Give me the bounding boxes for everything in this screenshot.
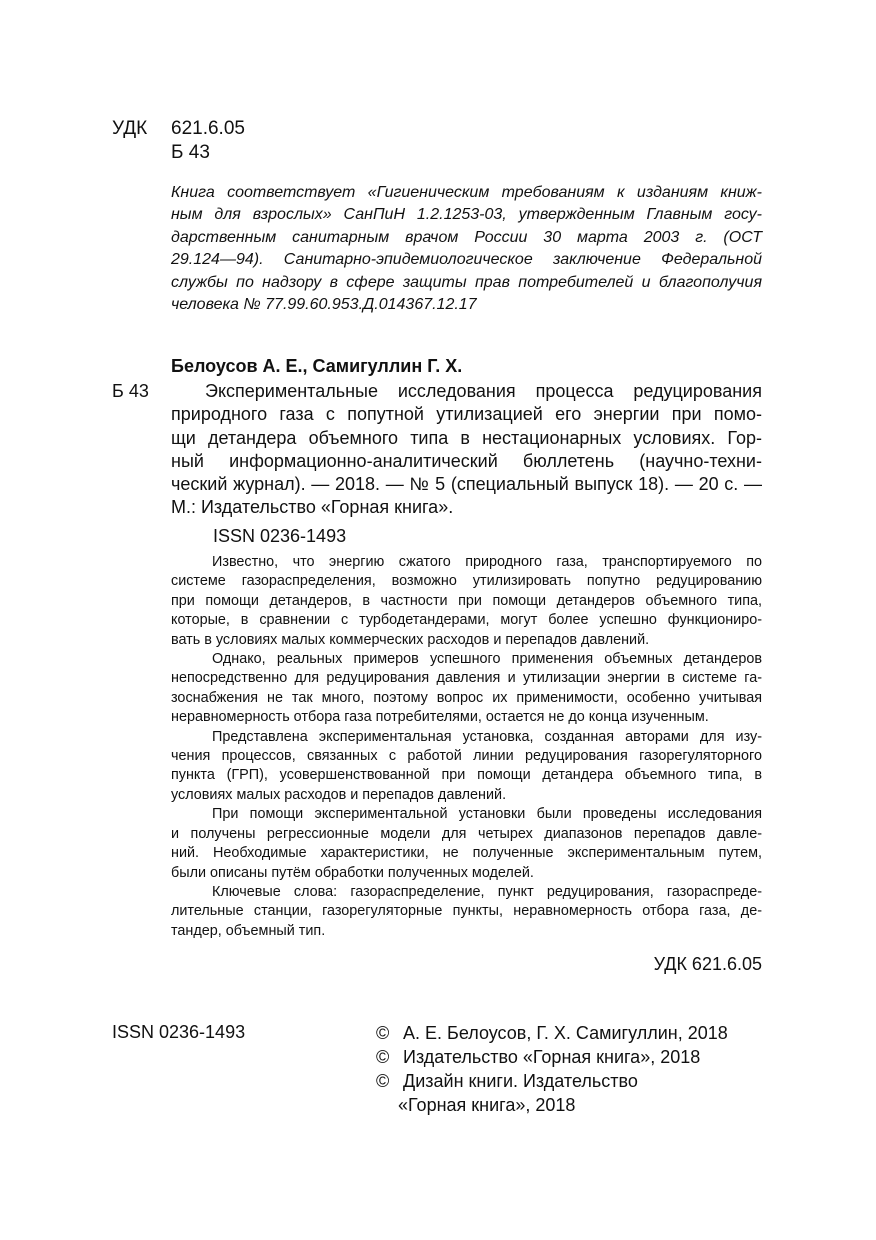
bib-line: природного газа с попутной утилизацией его энергии при помо-	[171, 404, 762, 425]
notice-line: ным для взрослых» СанПиН 1.2.1253-03, утвержденным Главным госу-	[171, 206, 762, 224]
abstract-line: были описаны путём обработки полученных моделей.	[171, 864, 534, 881]
classification-codes	[171, 117, 245, 165]
udk-code: 621.6.05	[171, 118, 245, 139]
hygiene-notice	[171, 182, 762, 316]
abstract-line: Известно, что энергию сжатого природного газа, транспортируемого по	[212, 554, 762, 570]
udk-label: УДК	[112, 118, 148, 139]
copyright-icon: ©	[376, 1071, 390, 1091]
abstract	[171, 553, 762, 941]
abstract-line: пункта (ГРП), усовершенствованной при помощи детандера объемного типа, в	[171, 767, 762, 784]
abstract-line: зоснабжения не так много, поэтому вопрос их применимости, особенно учитывая	[171, 689, 762, 706]
copyright-block	[376, 1021, 728, 1117]
abstract-line: вать в условиях малых коммерческих расходов и перепадов давлений.	[171, 631, 650, 648]
copyright-publisher	[376, 1045, 728, 1069]
udk-bottom: УДК 621.6.05	[653, 954, 762, 974]
copyright-icon: ©	[376, 1023, 390, 1043]
bbk-code: Б 43	[171, 142, 210, 163]
notice-line: службы по надзору в сфере защиты прав потребителей и благополучия	[171, 273, 762, 291]
bib-line: щи детандера объемного типа в нестационарных условиях. Гор-	[171, 427, 762, 448]
keywords-line: Ключевые слова: газораспределение, пункт редуцирования, газораспреде-	[212, 883, 762, 900]
keywords-line: тандер, объемный тип.	[171, 922, 326, 939]
copyright-design	[376, 1069, 728, 1093]
copyright-text: А. Е. Белоусов, Г. Х. Самигуллин, 2018	[403, 1023, 728, 1043]
abstract-line: и получены регрессионные модели для четырех диапазонов перепадов давле-	[171, 825, 762, 842]
notice-line: Книга соответствует «Гигиеническим требованиям к изданиям книж-	[171, 184, 762, 201]
authors: Белоусов А. Е., Самигуллин Г. Х.	[171, 356, 463, 376]
abstract-line: При помощи экспериментальной установки были проведены исследования	[212, 806, 762, 823]
copyright-authors	[376, 1021, 728, 1045]
bibliographic-description	[171, 380, 762, 520]
bib-line: М.: Издательство «Горная книга».	[171, 497, 454, 518]
copyright-text: Издательство «Горная книга», 2018	[403, 1047, 701, 1067]
abstract-line: условиях малых расходов и перепадов давлений.	[171, 786, 507, 803]
bib-code: Б 43	[112, 381, 149, 401]
abstract-line: при помощи детандеров, в частности при помощи детандеров объемного типа,	[171, 592, 762, 609]
issn-bottom: ISSN 0236-1493	[112, 1022, 246, 1042]
bib-line: ный информационно-аналитический бюллетень (научно-техни-	[171, 450, 762, 471]
abstract-line: которые, в сравнении с турбодетандерами, могут более успешно функциониро-	[171, 612, 762, 629]
abstract-line: неравномерность отбора газа потребителями, остается не до конца изученным.	[171, 709, 709, 726]
bib-line: ческий журнал). — 2018. — № 5 (специальный выпуск 18). — 20 с. —	[171, 474, 762, 495]
abstract-line: системе газораспределения, возможно утилизировать попутно редуцированию	[171, 573, 762, 590]
notice-line: 29.124—94). Санитарно-эпидемиологическое заключение Федеральной	[171, 251, 762, 269]
abstract-line: Однако, реальных примеров успешного применения объемных детандеров	[212, 651, 762, 668]
copyright-design-cont: «Горная книга», 2018	[398, 1095, 576, 1115]
notice-line: дарственным санитарным врачом России 30 марта 2003 г. (ОСТ	[171, 228, 762, 246]
notice-line: человека № 77.99.60.953.Д.014367.12.17	[171, 296, 477, 314]
copyright-text: Дизайн книги. Издательство	[403, 1071, 638, 1091]
abstract-line: Представлена экспериментальная установка, созданная авторами для изу-	[212, 728, 762, 745]
bib-line: Экспериментальные исследования процесса редуцирования	[205, 381, 762, 401]
abstract-line: ний. Необходимые характеристики, не полученные экспериментальным путем,	[171, 845, 762, 862]
issn: ISSN 0236-1493	[213, 526, 347, 546]
abstract-line: чения процессов, связанных с работой линии редуцирования газорегуляторного	[171, 748, 762, 765]
keywords-line: лительные станции, газорегуляторные пункты, неравномерность отбора газа, де-	[171, 903, 762, 920]
copyright-icon: ©	[376, 1047, 390, 1067]
abstract-line: непосредственно для редуцирования давления и утилизации энергии в системе га-	[171, 670, 762, 687]
